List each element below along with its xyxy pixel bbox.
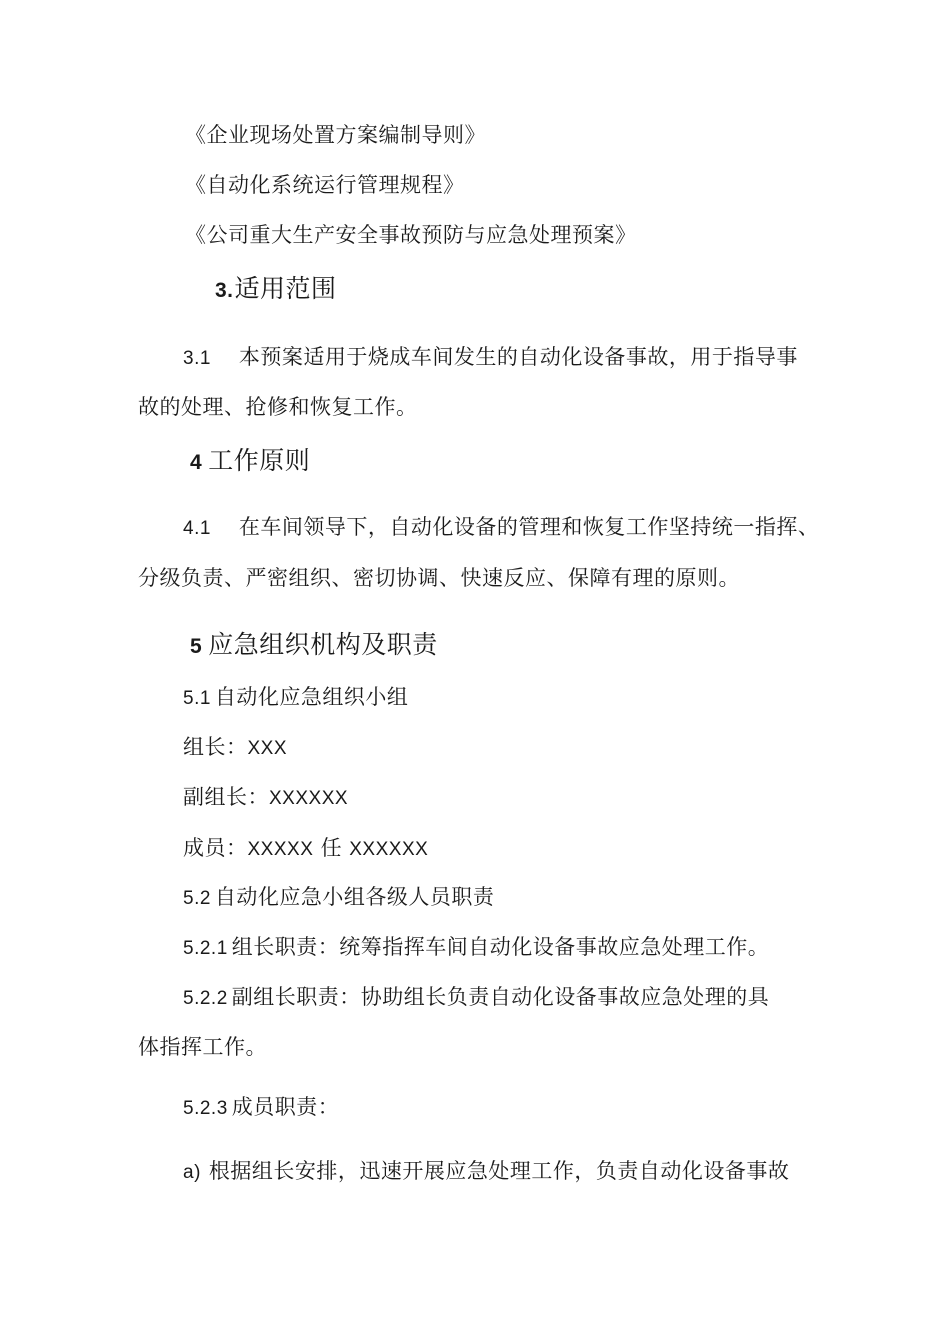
subsection-5-1 xyxy=(183,683,408,713)
subsection-5-2 xyxy=(183,883,494,913)
subsection-5-1-number: 5.1 xyxy=(183,688,211,709)
item-a-marker: a) xyxy=(183,1162,201,1183)
deputy-leader-value: XXXXXX xyxy=(269,788,349,809)
members-separator: 任 xyxy=(320,836,343,860)
item-5-2-3-text: 成员职责： xyxy=(231,1095,340,1119)
item-a-text: 根据组长安排，迅速开展应急处理工作，负责自动化设备事故 xyxy=(208,1159,790,1183)
leader-value: XXX xyxy=(247,738,288,759)
section-5-heading xyxy=(190,629,438,663)
deputy-leader-line xyxy=(183,783,348,813)
item-5-2-1-number: 5.2.1 xyxy=(183,938,228,959)
subsection-5-2-title: 自动化应急小组各级人员职责 xyxy=(214,885,495,909)
paragraph-4-1-number: 4.1 xyxy=(183,518,211,539)
paragraph-3-1-line-1 xyxy=(183,343,798,373)
reference-line-1: 《企业现场处置方案编制导则》 xyxy=(185,123,486,147)
section-3-title: 适用范围 xyxy=(234,274,337,303)
item-5-2-2-line-2: 体指挥工作。 xyxy=(138,1035,267,1059)
paragraph-4-1-line-1 xyxy=(183,513,819,543)
section-5-title: 应急组织机构及职责 xyxy=(208,630,438,659)
section-4-title: 工作原则 xyxy=(208,446,311,475)
section-4-heading xyxy=(190,445,310,479)
section-3-heading xyxy=(215,273,337,307)
members-value-2: XXXXXX xyxy=(349,839,429,860)
deputy-leader-label: 副组长： xyxy=(183,785,269,809)
members-label: 成员： xyxy=(183,836,248,860)
item-a xyxy=(183,1157,789,1187)
item-5-2-1 xyxy=(183,933,769,963)
item-5-2-2-line-1 xyxy=(183,983,769,1013)
item-5-2-3-number: 5.2.3 xyxy=(183,1098,228,1119)
paragraph-3-1-number: 3.1 xyxy=(183,348,211,369)
leader-line xyxy=(183,733,287,763)
item-5-2-2-text-1: 副组长职责：协助组长负责自动化设备事故应急处理的具 xyxy=(231,985,770,1009)
subsection-5-2-number: 5.2 xyxy=(183,888,211,909)
item-5-2-3 xyxy=(183,1093,339,1123)
item-5-2-2-number: 5.2.2 xyxy=(183,988,228,1009)
leader-label: 组长： xyxy=(183,735,248,759)
item-5-2-1-text: 组长职责：统筹指挥车间自动化设备事故应急处理工作。 xyxy=(231,935,770,959)
members-line xyxy=(183,834,428,864)
paragraph-3-1-text-1: 本预案适用于烧成车间发生的自动化设备事故，用于指导事 xyxy=(238,345,798,369)
section-5-number: 5 xyxy=(190,635,203,658)
reference-line-3: 《公司重大生产安全事故预防与应急处理预案》 xyxy=(185,223,637,247)
reference-line-2: 《自动化系统运行管理规程》 xyxy=(185,173,465,197)
subsection-5-1-title: 自动化应急组织小组 xyxy=(214,685,409,709)
paragraph-4-1-line-2: 分级负责、严密组织、密切协调、快速反应、保障有理的原则。 xyxy=(138,566,740,590)
members-value-1: XXXXX xyxy=(247,839,314,860)
paragraph-4-1-text-1: 在车间领导下，自动化设备的管理和恢复工作坚持统一指挥、 xyxy=(238,515,820,539)
section-3-number: 3. xyxy=(215,279,234,302)
section-4-number: 4 xyxy=(190,451,203,474)
paragraph-3-1-line-2: 故的处理、抢修和恢复工作。 xyxy=(138,395,418,419)
